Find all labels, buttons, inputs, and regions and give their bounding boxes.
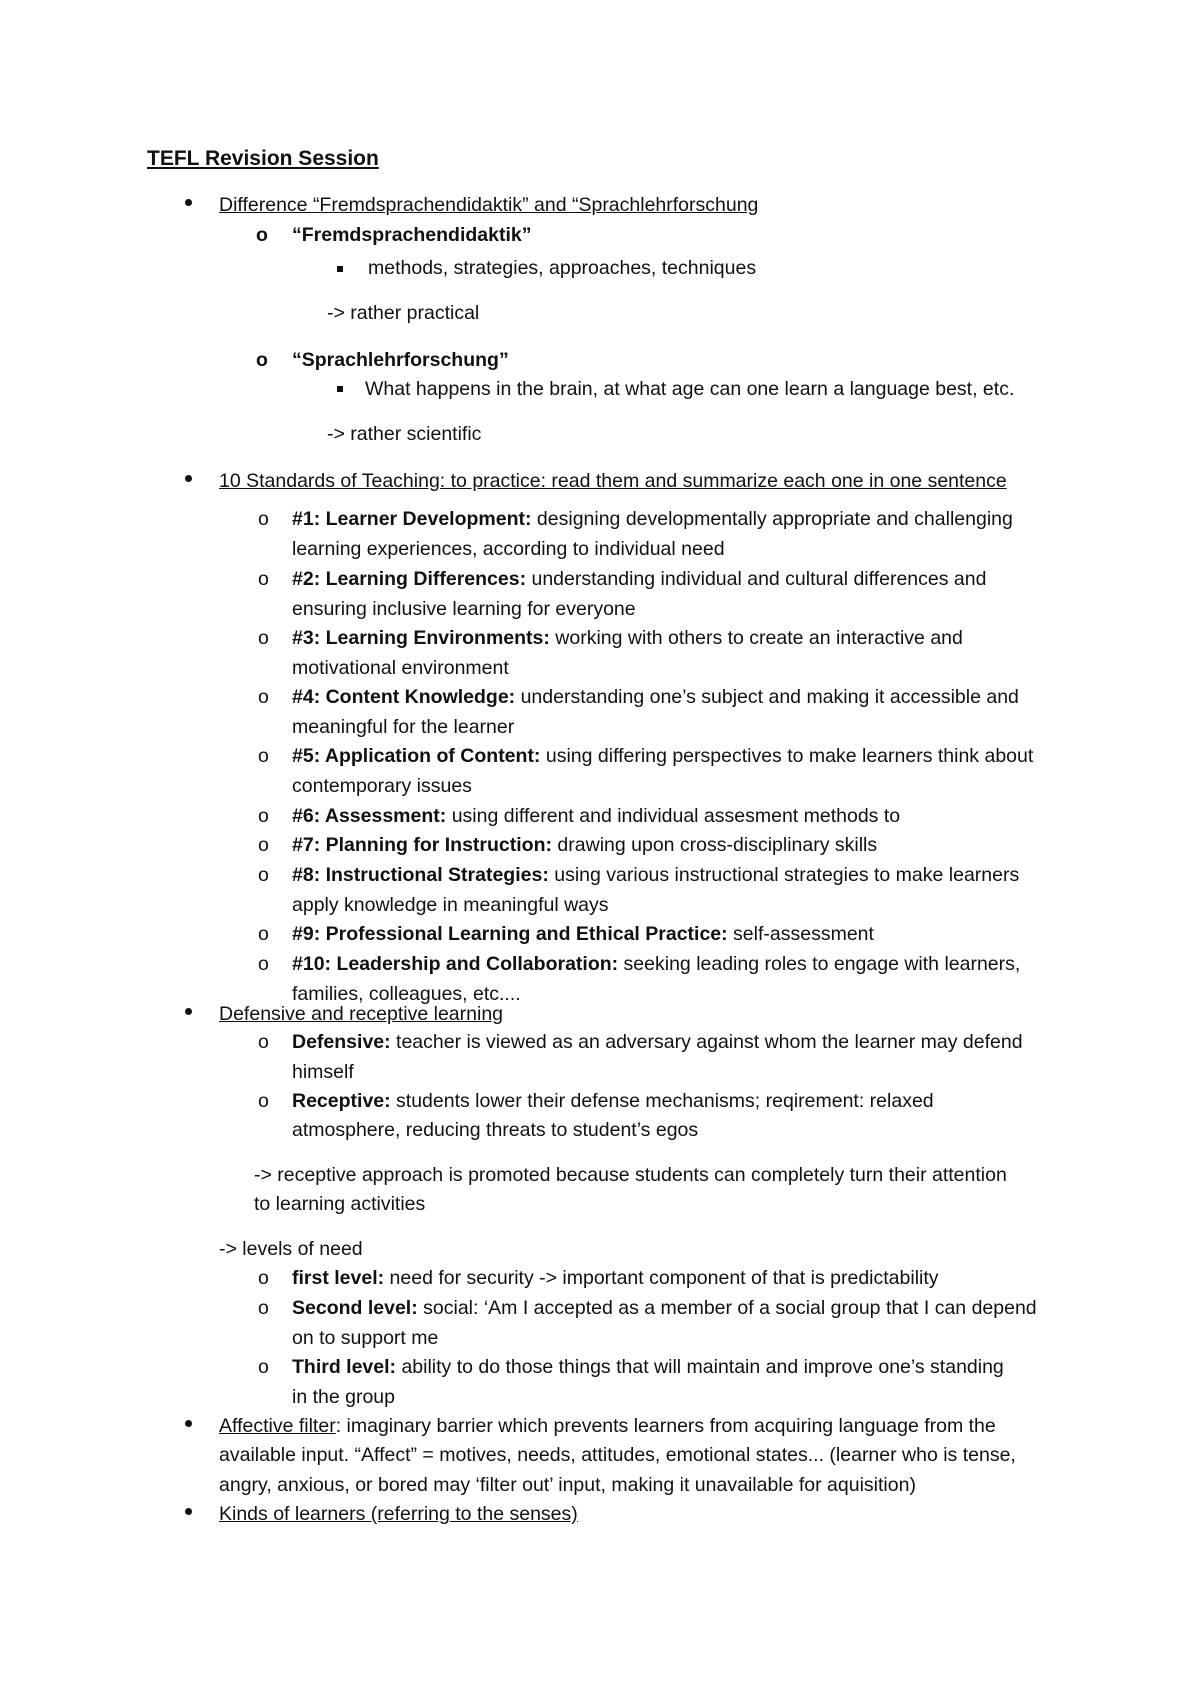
sub-marker-o: o (256, 349, 268, 371)
fd-note: -> rather practical (327, 302, 480, 324)
fd-label: “Fremdsprachendidaktik” (292, 224, 532, 246)
sub-marker-o: o (256, 224, 268, 246)
sub-marker-o: o (258, 923, 269, 945)
standard-5-line-2: contemporary issues (292, 775, 472, 797)
section-heading-defensive: Defensive and receptive learning (219, 1003, 504, 1025)
standard-2-line-1: #2: Learning Differences: understanding individual and cultural differences and (292, 568, 987, 590)
bullet-icon (185, 475, 192, 482)
affective-filter-line-1: Affective filter: imaginary barrier which prevents learners from acquiring language from the (219, 1415, 996, 1437)
receptive-line-1: Receptive: students lower their defense mechanisms; reqirement: relaxed (292, 1090, 934, 1112)
sub-marker-o: o (258, 1267, 269, 1289)
sub-marker-o: o (258, 508, 269, 530)
level-1-line: first level: need for security -> important component of that is predictability (292, 1267, 939, 1289)
level-3-line-1: Third level: ability to do those things that will maintain and improve one’s standing (292, 1356, 1004, 1378)
sub-marker-o: o (258, 834, 269, 856)
sub-marker-o: o (258, 1090, 269, 1112)
section-heading-difference: Difference “Fremdsprachendidaktik” and “Sprachlehrforschung (219, 194, 759, 216)
sub-marker-o: o (258, 1356, 269, 1378)
standard-9-line-1: #9: Professional Learning and Ethical Practice: self-assessment (292, 923, 874, 945)
sub-marker-o: o (258, 953, 269, 975)
square-bullet-icon (337, 266, 343, 272)
receptive-line-2: atmosphere, reducing threats to student’s egos (292, 1119, 699, 1141)
sub-marker-o: o (258, 864, 269, 886)
sub-marker-o: o (258, 805, 269, 827)
standard-6-line-1: #6: Assessment: using different and individual assesment methods to (292, 805, 901, 827)
sub-marker-o: o (258, 1297, 269, 1319)
standard-10-line-1: #10: Leadership and Collaboration: seeking leading roles to engage with learners, (292, 953, 1021, 975)
receptive-note-2: to learning activities (254, 1193, 426, 1215)
sf-note: -> rather scientific (327, 423, 482, 445)
bullet-icon (185, 199, 192, 206)
standard-10-line-2: families, colleagues, etc.... (292, 983, 521, 1005)
standard-8-line-1: #8: Instructional Strategies: using various instructional strategies to make learners (292, 864, 1020, 886)
defensive-line-2: himself (292, 1061, 354, 1083)
sub-marker-o: o (258, 686, 269, 708)
standard-5-line-1: #5: Application of Content: using differing perspectives to make learners think about (292, 745, 1034, 767)
standard-7-line-1: #7: Planning for Instruction: drawing upon cross-disciplinary skills (292, 834, 878, 856)
sub-marker-o: o (258, 568, 269, 590)
standard-8-line-2: apply knowledge in meaningful ways (292, 894, 609, 916)
bullet-icon (185, 1008, 192, 1015)
sub-marker-o: o (258, 1031, 269, 1053)
levels-note: -> levels of need (219, 1238, 363, 1260)
section-heading-kinds-of-learners: Kinds of learners (referring to the senses) (219, 1503, 578, 1525)
bullet-icon (185, 1508, 192, 1515)
standard-1-line-2: learning experiences, according to individual need (292, 538, 725, 560)
sub-marker-o: o (258, 627, 269, 649)
standard-4-line-2: meaningful for the learner (292, 716, 515, 738)
standard-1-line-1: #1: Learner Development: designing developmentally appropriate and challenging (292, 508, 1013, 530)
level-2-line-2: on to support me (292, 1327, 439, 1349)
sub-marker-o: o (258, 745, 269, 767)
affective-filter-line-2: available input. “Affect” = motives, needs, attitudes, emotional states... (learner who is tense, (219, 1444, 1016, 1466)
level-3-line-2: in the group (292, 1386, 395, 1408)
standard-4-line-1: #4: Content Knowledge: understanding one’s subject and making it accessible and (292, 686, 1019, 708)
bullet-icon (185, 1420, 192, 1427)
standard-3-line-1: #3: Learning Environments: working with others to create an interactive and (292, 627, 963, 649)
standard-2-line-2: ensuring inclusive learning for everyone (292, 598, 636, 620)
standard-3-line-2: motivational environment (292, 657, 509, 679)
page-title: TEFL Revision Session (147, 147, 379, 170)
affective-filter-line-3: angry, anxious, or bored may ‘filter out’ input, making it unavailable for aquisition) (219, 1474, 916, 1496)
sf-item: What happens in the brain, at what age can one learn a language best, etc. (365, 378, 1015, 400)
fd-item: methods, strategies, approaches, techniques (368, 257, 757, 279)
square-bullet-icon (337, 386, 343, 392)
section-heading-standards: 10 Standards of Teaching: to practice: read them and summarize each one in one sentence (219, 470, 1007, 492)
receptive-note-1: -> receptive approach is promoted because students can completely turn their attention (254, 1164, 1007, 1186)
level-2-line-1: Second level: social: ‘Am I accepted as a member of a social group that I can depend (292, 1297, 1037, 1319)
defensive-line-1: Defensive: teacher is viewed as an adversary against whom the learner may defend (292, 1031, 1023, 1053)
sf-label: “Sprachlehrforschung” (292, 349, 509, 371)
